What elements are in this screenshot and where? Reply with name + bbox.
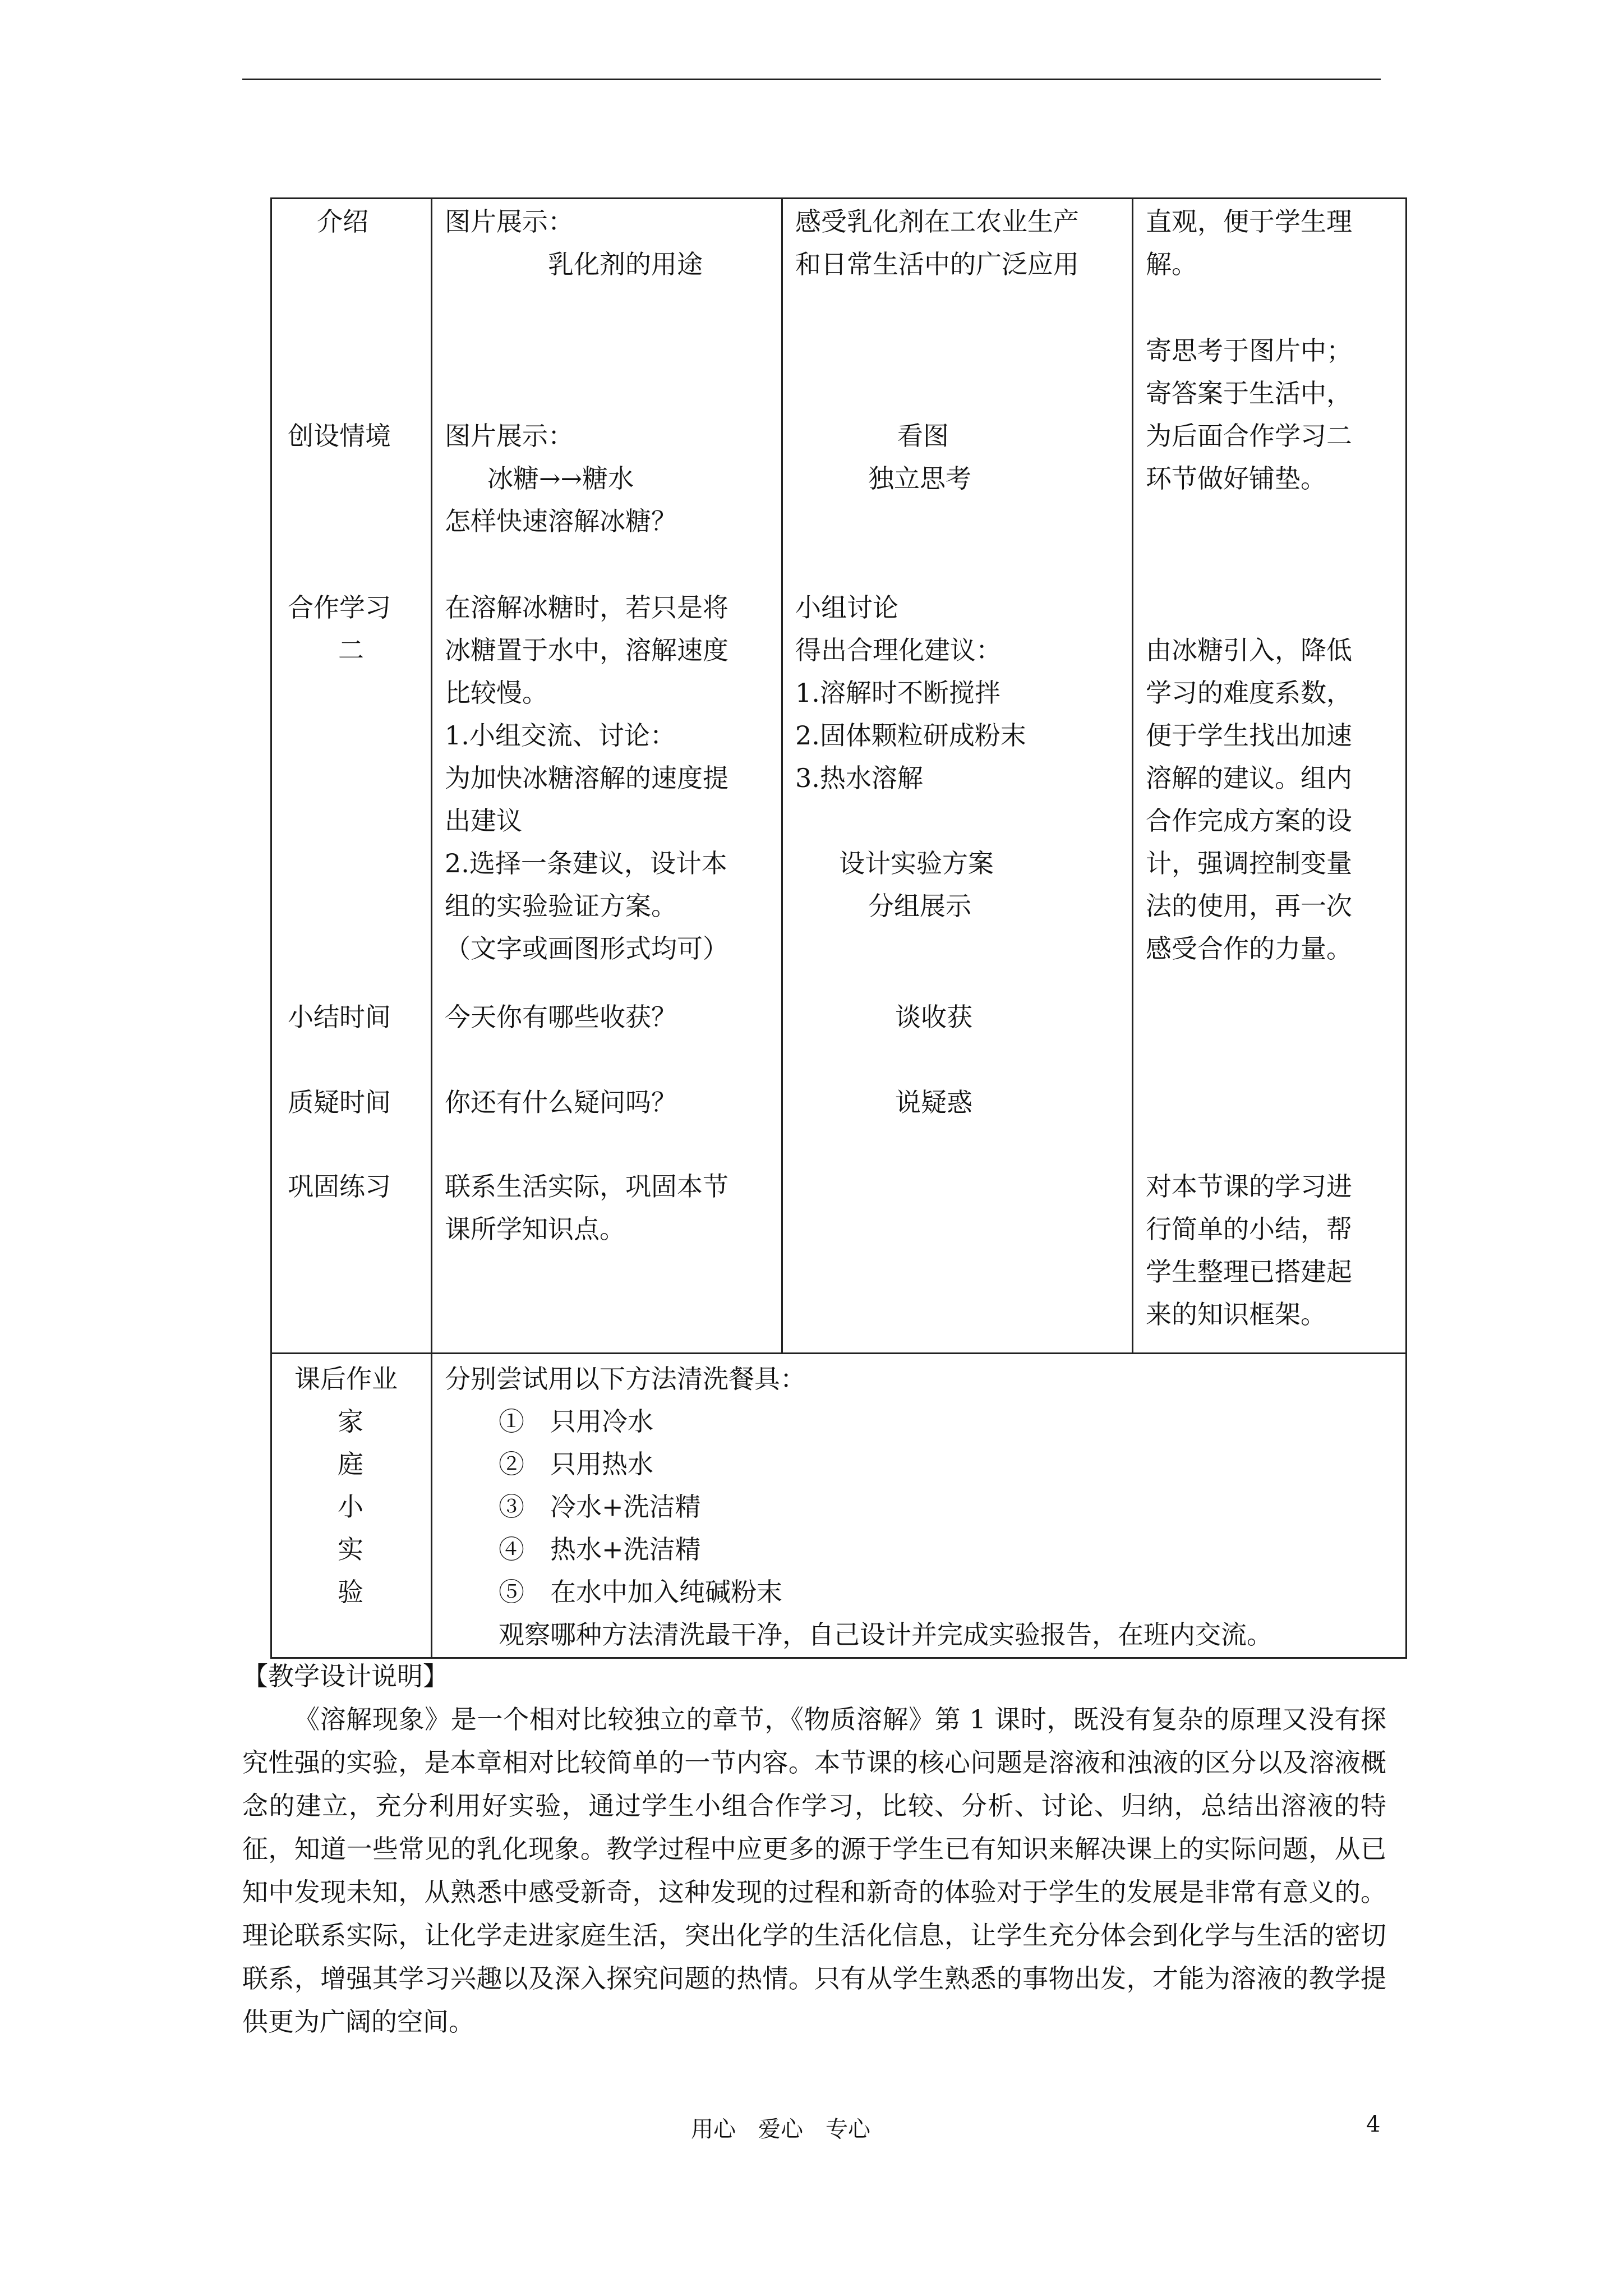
stage-practice: 巩固练习: [288, 1171, 391, 1202]
teacher-coop-line: （文字或画图形式均可）: [445, 933, 728, 964]
intent-practice-line: 行简单的小结，帮: [1146, 1214, 1352, 1244]
teacher-coop-line: 1.小组交流、讨论：: [445, 720, 676, 751]
intent-scenario-line: 寄思考于图片中；: [1146, 335, 1352, 366]
student-intro-line: 和日常生活中的广泛应用: [795, 249, 1079, 279]
teacher-activity-column: [432, 199, 782, 1354]
student-coop-line: 分组展示: [868, 891, 971, 921]
teacher-intro-line: 乳化剂的用途: [548, 249, 703, 279]
student-coop-line: 小组讨论: [795, 592, 898, 623]
student-coop-line: 得出合理化建议：: [795, 635, 1002, 665]
intent-coop-line: 由冰糖引入，降低: [1146, 635, 1352, 665]
teacher-scenario-line: 怎样快速溶解冰糖？: [445, 506, 677, 536]
notes-body: 《溶解现象》是一个相对比较独立的章节，《物质溶解》第 1 课时，既没有复杂的原理又没有探究性强的实验，是本章相对比较简单的一节内容。本节课的核心问题是溶液和浊液的区分以及溶液概念的建立，充分利用好实验，通过学生小组合作学习，比较、分析、讨论、归纳，总结出溶液的特征，知道一些常见的乳化现象。教学过程中应更多的源于学生已有知识来解决课上的实际问题，从已知中发现未知，从熟悉中感受新奇，这种发现的过程和新奇的体验对于学生的发展是非常有意义的。理论联系实际，让化学走进家庭生活，突出化学的生活化信息，让学生充分体会到化学与生活的密切联系，增强其学习兴趣以及深入探究问题的热情。只有从学生熟悉的事物出发，才能为溶液的教学提供更为广阔的空间。: [242, 1704, 1386, 2037]
student-scenario-line: 看图: [897, 421, 949, 451]
intent-coop-line: 学习的难度系数，: [1146, 678, 1352, 708]
homework-item: ④ 热水+洗洁精: [499, 1534, 701, 1565]
homework-row: [271, 1354, 1407, 1658]
teacher-scenario-line: 图片展示：: [445, 421, 574, 451]
teacher-coop-line: 在溶解冰糖时，若只是将: [445, 592, 728, 623]
homework-label: 课后作业: [294, 1364, 398, 1394]
stage-question: 质疑时间: [288, 1087, 391, 1117]
homework-sub-char: 家: [338, 1406, 363, 1437]
stage-scenario: 创设情境: [288, 421, 391, 451]
student-question-line: 说疑惑: [895, 1087, 972, 1117]
student-activity-column: [782, 199, 1133, 1354]
homework-sub-char: 实: [338, 1534, 363, 1565]
homework-sub-char: 验: [338, 1577, 363, 1607]
intent-scenario-line: 环节做好铺垫。: [1146, 463, 1326, 494]
teacher-coop-line: 组的实验验证方案。: [445, 891, 677, 921]
student-coop-line: 3.热水溶解: [795, 763, 923, 793]
homework-item: ③ 冷水+洗洁精: [499, 1492, 701, 1522]
notes-heading: 【教学设计说明】: [242, 1661, 449, 1691]
student-scenario-line: 独立思考: [868, 463, 971, 494]
teacher-practice-line: 联系生活实际，巩固本节: [445, 1171, 728, 1202]
intent-practice-line: 学生整理已搭建起: [1146, 1257, 1352, 1287]
homework-conclusion: 观察哪种方法清洗最干净，自己设计并完成实验报告，在班内交流。: [499, 1619, 1272, 1650]
teacher-coop-line: 2.选择一条建议，设计本: [445, 848, 727, 878]
homework-sub-char: 小: [338, 1492, 363, 1522]
homework-intro: 分别尝试用以下方法清洗餐具：: [445, 1364, 806, 1394]
student-intro-line: 感受乳化剂在工农业生产: [795, 206, 1079, 237]
intent-coop-line: 计，强调控制变量: [1146, 848, 1352, 878]
intent-intro-line: 解。: [1146, 249, 1197, 279]
homework-sub-char: 庭: [338, 1449, 363, 1479]
intent-scenario-line: 为后面合作学习二: [1146, 421, 1352, 451]
teacher-coop-line: 冰糖置于水中，溶解速度: [445, 635, 728, 665]
teacher-intro-line: 图片展示：: [445, 206, 574, 237]
stage-coop-num: 二: [338, 635, 364, 665]
teacher-summary-line: 今天你有哪些收获？: [445, 1002, 677, 1032]
teacher-coop-line: 出建议: [445, 806, 522, 836]
stage-coop: 合作学习: [288, 592, 391, 623]
intent-scenario-line: 寄答案于生活中，: [1146, 378, 1352, 408]
intent-practice-line: 对本节课的学习进: [1146, 1171, 1352, 1202]
intent-coop-line: 便于学生找出加速: [1146, 720, 1352, 751]
intent-practice-line: 来的知识框架。: [1146, 1299, 1326, 1329]
student-summary-line: 谈收获: [895, 1002, 972, 1032]
intent-coop-line: 法的使用，再一次: [1146, 891, 1352, 921]
page-number: 4: [1366, 2111, 1381, 2137]
intent-coop-line: 合作完成方案的设: [1146, 806, 1352, 836]
header-rule: [242, 79, 1381, 80]
lesson-plan-table: [270, 197, 1407, 1659]
student-coop-line: 2.固体颗粒研成粉末: [795, 720, 1026, 751]
stage-intro: 介绍: [317, 206, 368, 237]
design-intent-column: [1133, 199, 1407, 1354]
stage-summary: 小结时间: [288, 1002, 391, 1032]
homework-label-cell: [271, 1354, 432, 1658]
teacher-coop-line: 为加快冰糖溶解的速度提: [445, 763, 728, 793]
homework-content-cell: [432, 1354, 1407, 1658]
teacher-scenario-line: 冰糖→→糖水: [487, 463, 634, 494]
design-notes: [242, 1655, 1386, 2044]
student-coop-line: 设计实验方案: [839, 848, 994, 878]
stage-column: [271, 199, 432, 1354]
intent-coop-line: 溶解的建议。组内: [1146, 763, 1352, 793]
intent-coop-line: 感受合作的力量。: [1146, 933, 1352, 964]
homework-item: ② 只用热水: [499, 1449, 653, 1479]
homework-item: ⑤ 在水中加入纯碱粉末: [499, 1577, 782, 1607]
table-row: [271, 199, 1407, 1354]
footer-motto: 用心 爱心 专心: [691, 2116, 870, 2142]
intent-intro-line: 直观，便于学生理: [1146, 206, 1352, 237]
teacher-practice-line: 课所学知识点。: [445, 1214, 625, 1244]
student-coop-line: 1.溶解时不断搅拌: [795, 678, 1000, 708]
homework-item: ① 只用冷水: [499, 1406, 653, 1437]
teacher-coop-line: 比较慢。: [445, 678, 548, 708]
teacher-question-line: 你还有什么疑问吗？: [445, 1087, 677, 1117]
